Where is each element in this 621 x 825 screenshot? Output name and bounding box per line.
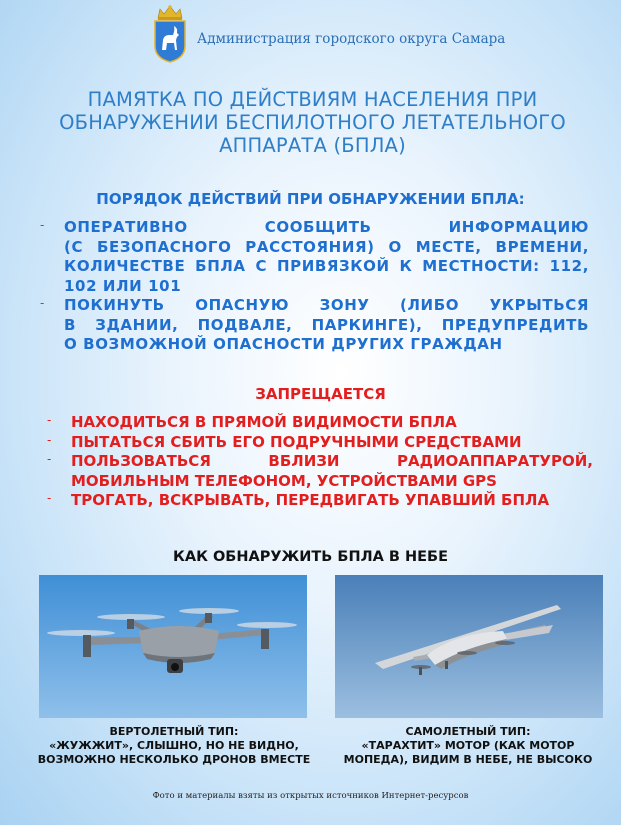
header: [150, 4, 590, 64]
fixed-wing-drone-photo: [335, 575, 603, 718]
list-item-line: ОПЕРАТИВНО СООБЩИТЬ ИНФОРМАЦИЮ: [64, 218, 589, 236]
list-item: [47, 452, 593, 491]
title-line: ОБНАРУЖЕНИИ БЕСПИЛОТНОГО ЛЕТАТЕЛЬНОГО: [59, 111, 566, 134]
list-item-line: 102 ИЛИ 101: [64, 276, 182, 295]
list-item-line: ПОКИНУТЬ ОПАСНУЮ ЗОНУ (ЛИБО УКРЫТЬСЯ: [64, 296, 589, 314]
list-item-line: (С БЕЗОПАСНОГО РАССТОЯНИЯ) О МЕСТЕ, ВРЕМЕНИ,: [64, 237, 589, 256]
list-item-line: МОБИЛЬНЫМ ТЕЛЕФОНОМ, УСТРОЙСТВАМИ GPS: [71, 471, 497, 490]
caption-line: ВЕРТОЛЕТНЫЙ ТИП:: [109, 725, 239, 738]
list-item-line: В ЗДАНИИ, ПОДВАЛЕ, ПАРКИНГЕ), ПРЕДУПРЕДИТЬ: [64, 315, 589, 334]
footer-note: Фото и материалы взяты из открытых источников Интернет-ресурсов: [152, 791, 469, 801]
caption-helicopter-type: [24, 725, 324, 767]
list-item: [47, 491, 593, 511]
actions-list: [40, 218, 589, 355]
bullet-dash: -: [40, 296, 45, 310]
title-line: АППАРАТА (БПЛА): [219, 134, 406, 157]
list-item-line: НАХОДИТЬСЯ В ПРЯМОЙ ВИДИМОСТИ БПЛА: [71, 413, 457, 431]
caption-line: «ЖУЖЖИТ», СЛЫШНО, НО НЕ ВИДНО,: [49, 739, 299, 752]
list-item-line: ТРОГАТЬ, ВСКРЫВАТЬ, ПЕРЕДВИГАТЬ УПАВШИЙ БПЛА: [71, 491, 550, 509]
caption-line: «ТАРАХТИТ» МОТОР (КАК МОТОР: [361, 739, 575, 752]
title-line: ПАМЯТКА ПО ДЕЙСТВИЯМ НАСЕЛЕНИЯ ПРИ: [87, 88, 538, 111]
bullet-dash: -: [47, 491, 52, 505]
list-item-line: КОЛИЧЕСТВЕ БПЛА С ПРИВЯЗКОЙ К МЕСТНОСТИ: 112,: [64, 257, 589, 275]
detect-heading: КАК ОБНАРУЖИТЬ БПЛА В НЕБЕ: [173, 549, 448, 565]
samara-coat-of-arms-icon: [150, 4, 190, 64]
bullet-dash: -: [47, 432, 52, 447]
caption-line: МОПЕДА), ВИДИМ В НЕБЕ, НЕ ВЫСОКО: [343, 753, 593, 766]
list-item-line: ПОЛЬЗОВАТЬСЯ ВБЛИЗИ РАДИОАППАРАТУРОЙ,: [71, 452, 593, 470]
bullet-dash: -: [47, 452, 52, 466]
list-item: [47, 413, 593, 433]
forbidden-list: [47, 413, 593, 511]
list-item: [40, 218, 589, 296]
list-item: [40, 296, 589, 355]
caption-airplane-type: [318, 725, 618, 767]
list-item-line: О ВОЗМОЖНОЙ ОПАСНОСТИ ДРУГИХ ГРАЖДАН: [64, 335, 503, 353]
caption-line: САМОЛЕТНЫЙ ТИП:: [405, 725, 531, 738]
forbidden-heading: ЗАПРЕЩАЕТСЯ: [255, 385, 386, 403]
quadcopter-drone-photo: [39, 575, 307, 718]
caption-line: ВОЗМОЖНО НЕСКОЛЬКО ДРОНОВ ВМЕСТЕ: [37, 753, 311, 766]
org-name: Администрация городского округа Самара: [197, 31, 506, 47]
page-title: [40, 88, 585, 157]
list-item-line: ПЫТАТЬСЯ СБИТЬ ЕГО ПОДРУЧНЫМИ СРЕДСТВАМИ: [71, 432, 522, 451]
bullet-dash: -: [40, 218, 45, 232]
actions-heading: ПОРЯДОК ДЕЙСТВИЙ ПРИ ОБНАРУЖЕНИИ БПЛА:: [96, 190, 525, 208]
list-item: [47, 432, 593, 453]
bullet-dash: -: [47, 413, 52, 427]
